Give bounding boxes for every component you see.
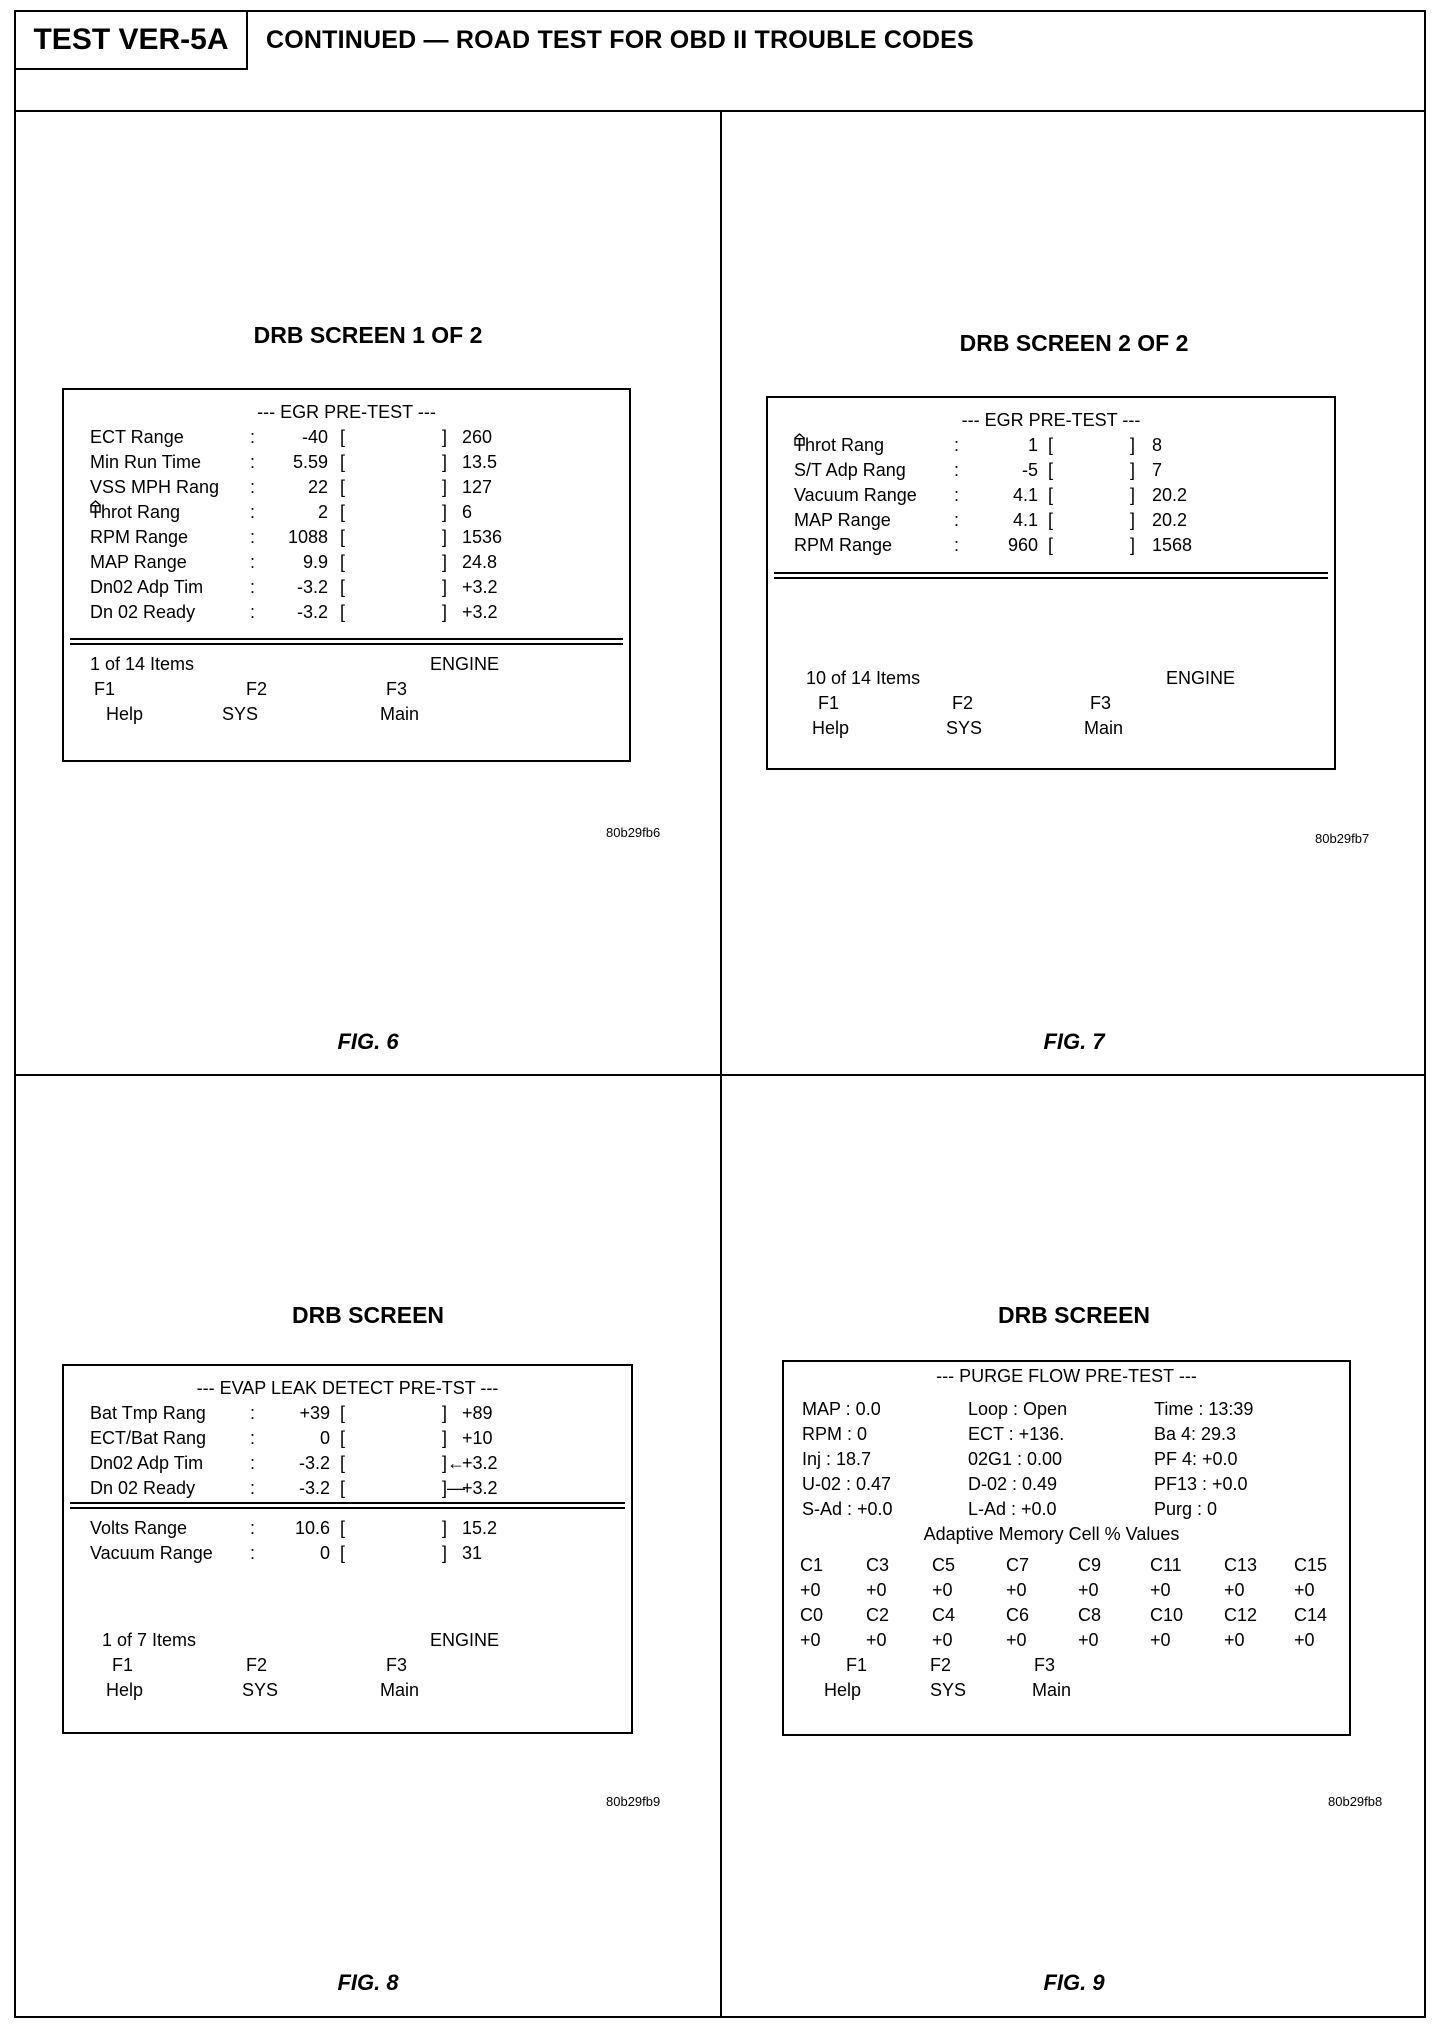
fig6-drb-screen xyxy=(62,388,631,762)
range-row xyxy=(64,1426,631,1451)
throttle-icon xyxy=(90,500,101,513)
memory-cell-label: C9 xyxy=(1078,1555,1102,1575)
row-min-value: -40 xyxy=(301,427,328,447)
memory-cell-value: +0 xyxy=(866,1580,887,1600)
row-label-text: Dn 02 Ready xyxy=(90,1478,196,1498)
fig8-main-label: Main xyxy=(380,1680,420,1700)
row-right-bracket: ] xyxy=(442,527,448,547)
fig9-drb-screen xyxy=(782,1360,1351,1736)
memory-cell-value: +0 xyxy=(932,1580,953,1600)
fig6-help-label: Help xyxy=(106,704,144,724)
row-left-bracket: [ xyxy=(340,502,346,522)
row-label xyxy=(90,1541,213,1566)
fig9-keylabels-row xyxy=(784,1678,1349,1703)
row-label-text: VSS MPH Rang xyxy=(90,477,220,497)
fig8-item-count: 1 of 7 Items xyxy=(102,1630,197,1650)
row-label-text: RPM Range xyxy=(794,535,893,555)
cell-value-row xyxy=(784,1578,1349,1603)
fig9-f3-key[interactable]: F3 xyxy=(1034,1655,1056,1675)
range-row xyxy=(64,475,629,500)
fig8-panel xyxy=(16,1076,722,2016)
row-max-value: +3.2 xyxy=(462,1478,498,1498)
row-separator: : xyxy=(954,485,960,505)
fig6-items-row xyxy=(64,652,629,677)
row-right-bracket: ] xyxy=(442,1428,448,1448)
fig8-caption: FIG. 8 xyxy=(337,1970,399,1995)
row-left-bracket: [ xyxy=(340,1453,346,1473)
row-label-text: ECT Range xyxy=(90,427,184,447)
fig9-help-label: Help xyxy=(824,1680,862,1700)
reading-cell: Loop : Open xyxy=(968,1399,1068,1419)
row-label xyxy=(794,508,891,533)
fig8-mode: ENGINE xyxy=(430,1630,500,1650)
row-label xyxy=(90,525,188,550)
row-right-bracket: ] xyxy=(442,1543,448,1563)
fig9-memory-cells xyxy=(784,1553,1349,1653)
fig8-items-row xyxy=(64,1628,631,1653)
row-separator: : xyxy=(250,552,256,572)
row-separator: : xyxy=(954,435,960,455)
fig6-mode: ENGINE xyxy=(430,654,500,674)
memory-cell-label: C14 xyxy=(1294,1605,1328,1625)
row-max-value: +10 xyxy=(462,1428,493,1448)
fig7-main-label: Main xyxy=(1084,718,1124,738)
memory-cell-label: C6 xyxy=(1006,1605,1030,1625)
cell-label-row xyxy=(784,1603,1349,1628)
fig7-f1-key[interactable]: F1 xyxy=(818,693,840,713)
range-row xyxy=(64,525,629,550)
fig8-f2-key[interactable]: F2 xyxy=(246,1655,268,1675)
memory-cell-value: +0 xyxy=(866,1630,887,1650)
fig6-screen-header: --- EGR PRE-TEST --- xyxy=(257,402,436,422)
reading-cell: ECT : +136. xyxy=(968,1424,1065,1444)
fig6-panel xyxy=(16,112,722,1076)
row-label-text: Min Run Time xyxy=(90,452,202,472)
row-label-text: S/T Adp Rang xyxy=(794,460,906,480)
fig7-item-count: 10 of 14 Items xyxy=(806,668,921,688)
row-label xyxy=(90,1451,203,1476)
fig6-caption: FIG. 6 xyxy=(337,1029,399,1054)
fig6-keys-row xyxy=(64,677,629,702)
row-right-bracket: ]← xyxy=(442,1453,466,1473)
cell-label-row xyxy=(784,1553,1349,1578)
row-separator: : xyxy=(954,460,960,480)
row-label xyxy=(90,550,187,575)
range-row xyxy=(64,425,629,450)
row-max-value: 20.2 xyxy=(1152,510,1188,530)
row-label xyxy=(90,575,203,600)
row-right-bracket: ] xyxy=(442,452,448,472)
memory-cell-value: +0 xyxy=(1150,1580,1171,1600)
fig9-sys-label: SYS xyxy=(930,1680,967,1700)
fig7-keylabels-row xyxy=(768,716,1334,741)
range-row xyxy=(64,600,629,625)
row-max-value: 8 xyxy=(1152,435,1163,455)
row-left-bracket: [ xyxy=(340,1403,346,1423)
row-label xyxy=(90,1516,187,1541)
row-right-bracket: ] xyxy=(1130,435,1136,455)
row-label xyxy=(794,458,906,483)
row-label xyxy=(90,1401,206,1426)
fig7-code: 80b29fb7 xyxy=(1315,831,1370,846)
row-label xyxy=(794,533,892,558)
fig6-code: 80b29fb6 xyxy=(606,825,661,840)
row-min-value: 22 xyxy=(307,477,328,497)
memory-cell-label: C1 xyxy=(800,1555,824,1575)
fig8-f3-key[interactable]: F3 xyxy=(386,1655,408,1675)
row-max-value: 31 xyxy=(462,1543,483,1563)
fig6-sys-label: SYS xyxy=(222,704,259,724)
fig8-code: 80b29fb9 xyxy=(606,1794,661,1809)
header-title: CONTINUED — ROAD TEST FOR OBD II TROUBLE CODES xyxy=(266,26,974,54)
row-separator: : xyxy=(250,1543,256,1563)
fig9-title: DRB SCREEN xyxy=(997,1302,1151,1328)
row-separator: : xyxy=(250,577,256,597)
memory-cell-value: +0 xyxy=(1006,1580,1027,1600)
memory-cell-value: +0 xyxy=(1078,1580,1099,1600)
row-right-bracket: ]— xyxy=(442,1478,466,1498)
row-right-bracket: ] xyxy=(442,602,448,622)
reading-cell: D-02 : 0.49 xyxy=(968,1474,1058,1494)
range-row xyxy=(768,533,1334,558)
row-min-value: +39 xyxy=(299,1403,330,1423)
memory-cell-label: C2 xyxy=(866,1605,890,1625)
memory-cell-value: +0 xyxy=(1224,1630,1245,1650)
row-label xyxy=(90,425,184,450)
fig6-main-label: Main xyxy=(380,704,420,724)
row-label-text: Dn02 Adp Tim xyxy=(90,1453,204,1473)
row-left-bracket: [ xyxy=(340,1543,346,1563)
row-label-text: Throt Rang xyxy=(794,435,885,455)
row-separator: : xyxy=(250,602,256,622)
memory-cell-label: C8 xyxy=(1078,1605,1102,1625)
reading-cell: PF13 : +0.0 xyxy=(1154,1474,1248,1494)
fig7-screen-header: --- EGR PRE-TEST --- xyxy=(961,410,1141,430)
range-row xyxy=(64,1451,631,1476)
row-right-bracket: ] xyxy=(442,502,448,522)
row-label-text: Dn02 Adp Tim xyxy=(90,577,204,597)
reading-row xyxy=(784,1447,1349,1472)
reading-row xyxy=(784,1497,1349,1522)
row-min-value: 0 xyxy=(319,1428,330,1448)
row-label xyxy=(90,1476,195,1501)
memory-cell-value: +0 xyxy=(1150,1630,1171,1650)
row-right-bracket: ] xyxy=(442,552,448,572)
row-right-bracket: ] xyxy=(1130,485,1136,505)
range-row xyxy=(64,1476,631,1501)
row-left-bracket: [ xyxy=(1048,510,1054,530)
reading-cell: Time : 13:39 xyxy=(1154,1399,1254,1419)
row-label xyxy=(90,600,195,625)
row-label-text: Dn 02 Ready xyxy=(90,602,196,622)
reading-cell: RPM : 0 xyxy=(802,1424,868,1444)
memory-cell-value: +0 xyxy=(1224,1580,1245,1600)
range-row xyxy=(64,550,629,575)
fig6-divider xyxy=(70,638,623,645)
row-min-value: 2 xyxy=(317,502,328,522)
reading-cell: MAP : 0.0 xyxy=(802,1399,881,1419)
row-label xyxy=(90,475,219,500)
row-min-value: 4.1 xyxy=(1012,510,1038,530)
memory-cell-value: +0 xyxy=(932,1630,953,1650)
range-row xyxy=(64,500,629,525)
row-max-value: +89 xyxy=(462,1403,493,1423)
row-label-text: Bat Tmp Rang xyxy=(90,1403,206,1423)
memory-cell-value: +0 xyxy=(1006,1630,1027,1650)
row-min-value: -3.2 xyxy=(298,1453,330,1473)
row-label xyxy=(90,500,180,525)
row-left-bracket: [ xyxy=(1048,485,1054,505)
fig7-mode: ENGINE xyxy=(1166,668,1236,688)
fig7-rows xyxy=(768,433,1334,558)
memory-cell-label: C4 xyxy=(932,1605,956,1625)
fig9-readings-grid xyxy=(784,1397,1349,1522)
fig6-item-count: 1 of 14 Items xyxy=(90,654,195,674)
row-left-bracket: [ xyxy=(340,427,346,447)
row-separator: : xyxy=(250,452,256,472)
row-max-value: +3.2 xyxy=(462,577,498,597)
fig6-rows xyxy=(64,425,629,625)
row-right-bracket: ] xyxy=(1130,510,1136,530)
memory-cell-label: C0 xyxy=(800,1605,824,1625)
row-min-value: 9.9 xyxy=(302,552,328,572)
row-label xyxy=(90,450,201,475)
row-label-text: Throt Rang xyxy=(90,502,181,522)
row-left-bracket: [ xyxy=(340,1478,346,1498)
row-right-bracket: ] xyxy=(1130,535,1136,555)
row-label xyxy=(90,1426,206,1451)
range-row xyxy=(768,458,1334,483)
range-row xyxy=(64,450,629,475)
memory-cell-value: +0 xyxy=(1294,1580,1315,1600)
fig8-rows2 xyxy=(64,1516,631,1566)
range-row xyxy=(768,483,1334,508)
reading-cell: L-Ad : +0.0 xyxy=(968,1499,1057,1519)
fig6-f2-key[interactable]: F2 xyxy=(246,679,268,699)
fig6-title: DRB SCREEN 1 OF 2 xyxy=(253,322,483,348)
row-max-value: 7 xyxy=(1152,460,1163,480)
fig7-keys-row xyxy=(768,691,1334,716)
reading-cell: Inj : 18.7 xyxy=(802,1449,872,1469)
row-left-bracket: [ xyxy=(340,1518,346,1538)
fig9-f2-key[interactable]: F2 xyxy=(930,1655,952,1675)
row-label-text: Vacuum Range xyxy=(794,485,917,505)
memory-cell-label: C13 xyxy=(1224,1555,1258,1575)
reading-cell: Purg : 0 xyxy=(1154,1499,1218,1519)
row-separator: : xyxy=(250,477,256,497)
test-id-box: TEST VER-5A xyxy=(16,12,248,70)
range-row xyxy=(64,575,629,600)
row-left-bracket: [ xyxy=(340,1428,346,1448)
row-right-bracket: ] xyxy=(442,1403,448,1423)
row-separator: : xyxy=(250,1478,256,1498)
fig9-keys-row xyxy=(784,1653,1349,1678)
fig8-rows xyxy=(64,1401,631,1501)
memory-cell-label: C10 xyxy=(1150,1605,1184,1625)
row-left-bracket: [ xyxy=(340,552,346,572)
reading-cell: PF 4: +0.0 xyxy=(1154,1449,1238,1469)
row-left-bracket: [ xyxy=(1048,435,1054,455)
fig9-panel xyxy=(722,1076,1426,2016)
row-left-bracket: [ xyxy=(340,602,346,622)
cell-value-row xyxy=(784,1628,1349,1653)
row-max-value: 24.8 xyxy=(462,552,498,572)
fig7-panel xyxy=(722,112,1426,1076)
row-max-value: 1536 xyxy=(462,527,503,547)
fig9-screen-header: --- PURGE FLOW PRE-TEST --- xyxy=(936,1366,1197,1386)
row-left-bracket: [ xyxy=(1048,535,1054,555)
fig7-f2-key[interactable]: F2 xyxy=(952,693,974,713)
row-min-value: 4.1 xyxy=(1012,485,1038,505)
row-min-value: 5.59 xyxy=(292,452,328,472)
memory-cell-label: C15 xyxy=(1294,1555,1328,1575)
row-separator: : xyxy=(954,535,960,555)
page-frame xyxy=(14,10,1426,2018)
row-left-bracket: [ xyxy=(340,527,346,547)
range-row xyxy=(64,1516,631,1541)
row-max-value: 127 xyxy=(462,477,493,497)
fig8-screen-header: --- EVAP LEAK DETECT PRE-TST --- xyxy=(196,1378,499,1398)
reading-row xyxy=(784,1397,1349,1422)
range-row xyxy=(768,433,1334,458)
fig8-sys-label: SYS xyxy=(242,1680,279,1700)
row-separator: : xyxy=(954,510,960,530)
row-max-value: 15.2 xyxy=(462,1518,498,1538)
fig7-title: DRB SCREEN 2 OF 2 xyxy=(959,330,1189,356)
fig9-caption: FIG. 9 xyxy=(1043,1970,1105,1995)
row-max-value: 1568 xyxy=(1152,535,1193,555)
row-max-value: +3.2 xyxy=(462,602,498,622)
memory-cell-label: C11 xyxy=(1150,1555,1182,1575)
fig7-caption: FIG. 7 xyxy=(1043,1029,1105,1054)
fig8-drb-screen xyxy=(62,1364,633,1734)
row-label xyxy=(794,433,884,458)
fig8-keys-row xyxy=(64,1653,631,1678)
fig8-title: DRB SCREEN xyxy=(291,1302,445,1328)
row-min-value: -5 xyxy=(1021,460,1038,480)
row-max-value: 6 xyxy=(462,502,473,522)
fig8-divider xyxy=(70,1502,625,1509)
row-min-value: 0 xyxy=(319,1543,330,1563)
row-left-bracket: [ xyxy=(340,577,346,597)
row-label-text: MAP Range xyxy=(794,510,891,530)
row-separator: : xyxy=(250,1403,256,1423)
reading-cell: 02G1 : 0.00 xyxy=(968,1449,1063,1469)
reading-cell: S-Ad : +0.0 xyxy=(802,1499,893,1519)
row-max-value: 260 xyxy=(462,427,493,447)
fig6-keylabels-row xyxy=(64,702,629,727)
row-left-bracket: [ xyxy=(340,477,346,497)
row-separator: : xyxy=(250,502,256,522)
row-label xyxy=(794,483,917,508)
row-min-value: 1 xyxy=(1027,435,1038,455)
fig9-f1-key[interactable]: F1 xyxy=(846,1655,868,1675)
row-separator: : xyxy=(250,527,256,547)
row-separator: : xyxy=(250,427,256,447)
row-min-value: 960 xyxy=(1007,535,1038,555)
fig9-adaptive-title: Adaptive Memory Cell % Values xyxy=(923,1524,1180,1544)
row-right-bracket: ] xyxy=(442,1518,448,1538)
fig6-f3-key[interactable]: F3 xyxy=(386,679,408,699)
page-header xyxy=(16,12,1424,112)
fig9-code: 80b29fb8 xyxy=(1328,1794,1383,1809)
fig8-keylabels-row xyxy=(64,1678,631,1703)
memory-cell-label: C5 xyxy=(932,1555,956,1575)
row-right-bracket: ] xyxy=(442,427,448,447)
row-label-text: MAP Range xyxy=(90,552,187,572)
memory-cell-value: +0 xyxy=(800,1580,821,1600)
row-label-text: RPM Range xyxy=(90,527,189,547)
row-min-value: -3.2 xyxy=(298,1478,330,1498)
reading-cell: U-02 : 0.47 xyxy=(802,1474,892,1494)
memory-cell-value: +0 xyxy=(1078,1630,1099,1650)
row-label-text: ECT/Bat Rang xyxy=(90,1428,207,1448)
row-max-value: 13.5 xyxy=(462,452,498,472)
row-separator: : xyxy=(250,1428,256,1448)
fig7-sys-label: SYS xyxy=(946,718,983,738)
row-label-text: Volts Range xyxy=(90,1518,188,1538)
memory-cell-label: C3 xyxy=(866,1555,890,1575)
fig7-divider xyxy=(774,572,1328,579)
reading-cell: Ba 4: 29.3 xyxy=(1154,1424,1237,1444)
row-max-value: +3.2 xyxy=(462,1453,498,1473)
row-label-text: Vacuum Range xyxy=(90,1543,213,1563)
row-min-value: -3.2 xyxy=(296,577,328,597)
row-min-value: 1088 xyxy=(287,527,328,547)
range-row xyxy=(64,1541,631,1566)
row-separator: : xyxy=(250,1453,256,1473)
row-min-value: 10.6 xyxy=(294,1518,330,1538)
row-right-bracket: ] xyxy=(1130,460,1136,480)
memory-cell-value: +0 xyxy=(800,1630,821,1650)
row-separator: : xyxy=(250,1518,256,1538)
fig7-items-row xyxy=(768,666,1334,691)
fig9-main-label: Main xyxy=(1032,1680,1072,1700)
row-left-bracket: [ xyxy=(340,452,346,472)
row-max-value: 20.2 xyxy=(1152,485,1188,505)
range-row xyxy=(768,508,1334,533)
fig6-f1-key[interactable]: F1 xyxy=(94,679,116,699)
memory-cell-label: C12 xyxy=(1224,1605,1258,1625)
range-row xyxy=(64,1401,631,1426)
row-min-value: -3.2 xyxy=(296,602,328,622)
fig8-f1-key[interactable]: F1 xyxy=(112,1655,134,1675)
reading-row xyxy=(784,1472,1349,1497)
fig7-help-label: Help xyxy=(812,718,850,738)
fig7-drb-screen xyxy=(766,396,1336,770)
row-left-bracket: [ xyxy=(1048,460,1054,480)
fig8-help-label: Help xyxy=(106,1680,144,1700)
row-right-bracket: ] xyxy=(442,477,448,497)
reading-row xyxy=(784,1422,1349,1447)
memory-cell-label: C7 xyxy=(1006,1555,1030,1575)
fig7-f3-key[interactable]: F3 xyxy=(1090,693,1112,713)
memory-cell-value: +0 xyxy=(1294,1630,1315,1650)
throttle-icon xyxy=(794,433,805,446)
row-right-bracket: ] xyxy=(442,577,448,597)
